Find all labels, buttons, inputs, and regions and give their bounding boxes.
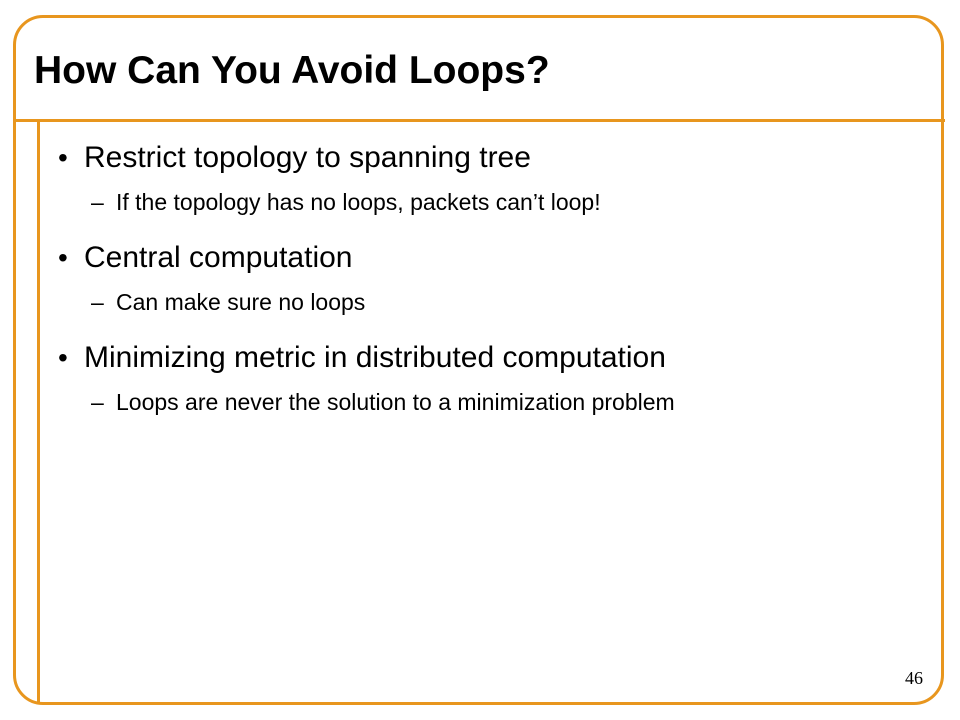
sub-bullet-text: Can make sure no loops [116, 289, 366, 315]
sub-bullet-marker: – [91, 189, 104, 215]
sub-bullet-item [91, 187, 938, 217]
bullet-group [58, 239, 938, 317]
sub-bullet-marker: – [91, 289, 104, 315]
slide-title: How Can You Avoid Loops? [34, 49, 550, 92]
side-divider [37, 121, 40, 704]
bullet-text: Restrict topology to spanning tree [84, 141, 531, 174]
bullet-item [58, 239, 938, 277]
sub-bullet-text: If the topology has no loops, packets can’t loop! [116, 189, 601, 215]
bullet-group [58, 139, 938, 217]
bullet-list [58, 139, 938, 439]
bullet-marker: • [58, 142, 68, 173]
bullet-text: Central computation [84, 241, 353, 274]
sub-bullet-item [91, 387, 938, 417]
bullet-group [58, 339, 938, 417]
title-divider [14, 119, 945, 122]
sub-bullet-text: Loops are never the solution to a minimization problem [116, 389, 675, 415]
bullet-text: Minimizing metric in distributed computation [84, 341, 666, 374]
bullet-item [58, 139, 938, 177]
sub-bullet-marker: – [91, 389, 104, 415]
bullet-marker: • [58, 342, 68, 373]
bullet-item [58, 339, 938, 377]
page-number: 46 [905, 668, 923, 688]
bullet-marker: • [58, 242, 68, 273]
sub-bullet-item [91, 287, 938, 317]
